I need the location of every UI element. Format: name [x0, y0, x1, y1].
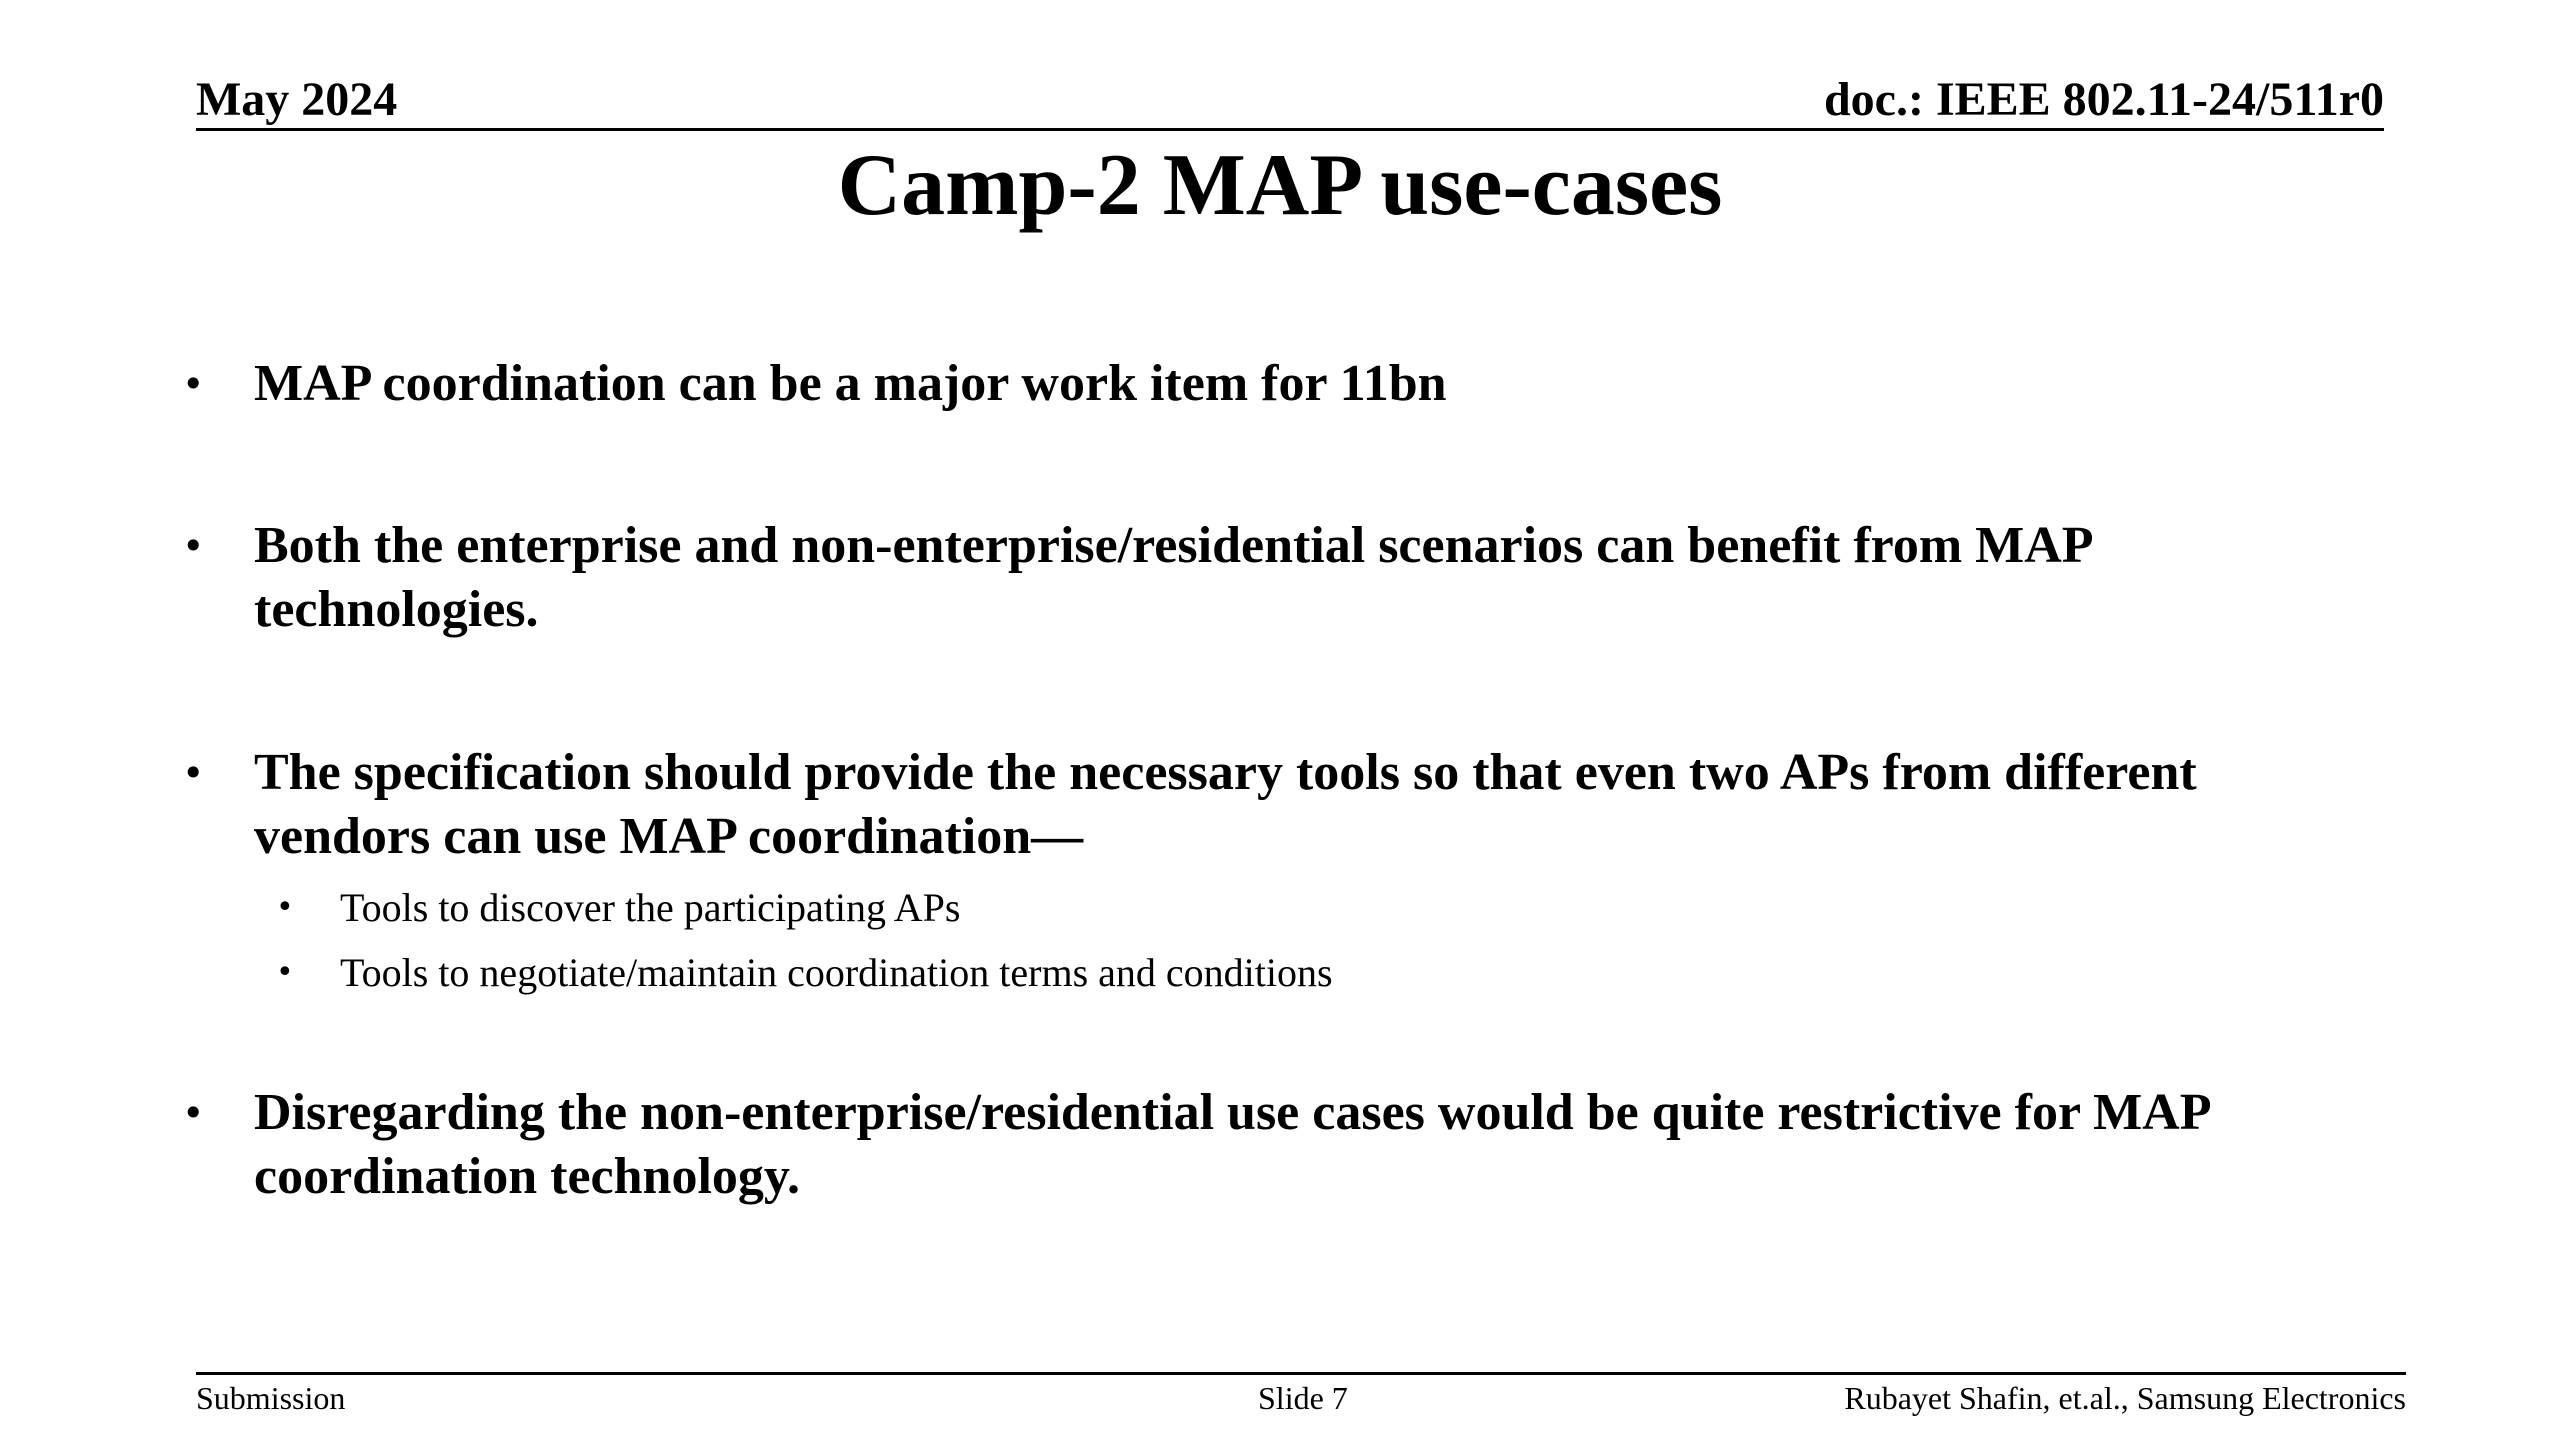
sub-bullet-item	[276, 947, 2276, 999]
bullet-marker: •	[182, 1091, 205, 1135]
header-doc-id: doc.: IEEE 802.11-24/511r0	[1823, 73, 2384, 126]
sub-bullet-text: Tools to negotiate/maintain coordination terms and conditions	[340, 950, 1333, 995]
slide-title: Camp-2 MAP use-cases	[837, 137, 1723, 234]
bullet-text: Disregarding the non-enterprise/residential use cases would be quite restrictive for MAP coordination technology.	[254, 1084, 2209, 1205]
sub-bullet-marker: •	[276, 890, 294, 925]
sub-bullet-item	[276, 882, 2276, 934]
bullet-item	[182, 352, 2312, 416]
footer-slide-number: Slide 7	[1258, 1380, 1348, 1416]
sub-bullet-marker: •	[276, 955, 294, 990]
bullet-text: Both the enterprise and non-enterprise/residential scenarios can benefit from MAP technologies.	[254, 517, 2091, 638]
footer-submission: Submission	[196, 1380, 346, 1416]
bullet-item	[182, 514, 2312, 642]
bullet-marker: •	[182, 362, 205, 406]
bullet-item	[182, 1081, 2312, 1209]
sub-bullet-text: Tools to discover the participating APs	[340, 885, 961, 930]
bullet-text: The specification should provide the necessary tools so that even two APs from different vendors can use MAP coordination—	[254, 744, 2197, 865]
footer-authors: Rubayet Shafin, et.al., Samsung Electronics	[1844, 1380, 2406, 1416]
bullet-text: MAP coordination can be a major work item for 11bn	[254, 355, 1447, 412]
bullet-marker: •	[182, 751, 205, 795]
header-divider	[196, 128, 2384, 131]
bullet-item	[182, 741, 2312, 869]
footer-divider	[196, 1372, 2406, 1375]
bullet-marker: •	[182, 524, 205, 568]
header-date: May 2024	[196, 73, 398, 126]
